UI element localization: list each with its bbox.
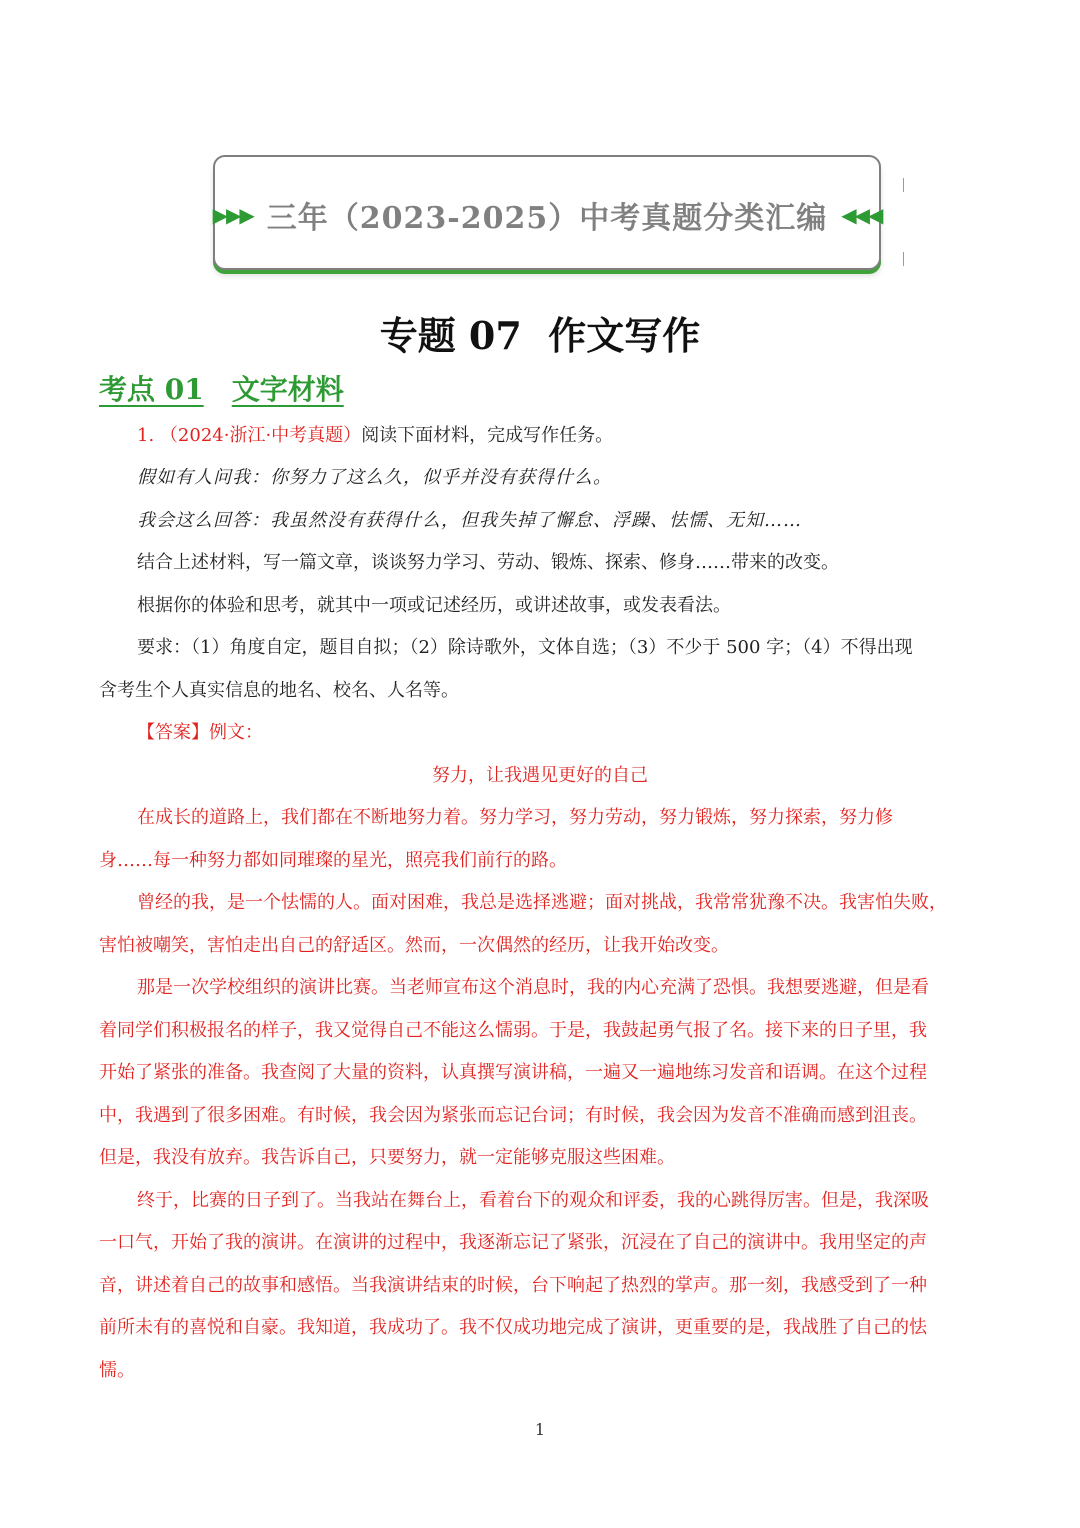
example-label: 例文： [209,722,263,743]
essay-line: 曾经的我，是一个怯懦的人。面对困难，我总是选择逃避；面对挑战，我常常犹豫不决。我害怕失败， [137,892,947,913]
question-prompt: 阅读下面材料，完成写作任务。 [361,425,614,446]
requirement-line-1: 要求：（1）角度自定，题目自拟；（2）除诗歌外，文体自选；（3）不少于 500 字；（4）不得出现 [137,637,913,658]
margin-mark [903,178,904,192]
essay-line: 开始了紧张的准备。我查阅了大量的资料，认真撰写演讲稿，一遍又一遍地练习发音和语调。在这个过程 [99,1062,927,1083]
question-number: 1. [137,425,155,446]
essay-title: 努力，让我遇见更好的自己 [432,765,648,786]
answer-label: 【答案】 [137,722,209,743]
answer-label-line [137,721,263,745]
essay-line: 害怕被嘲笑，害怕走出自己的舒适区。然而，一次偶然的经历，让我开始改变。 [99,935,729,956]
task-line-2: 根据你的体验和思考，就其中一项或记述经历，或讲述故事，或发表看法。 [137,595,731,616]
title-banner [213,155,881,270]
left-arrows-icon: ▶▶▶ [212,203,253,227]
margin-mark [903,252,904,266]
question-line [137,424,613,448]
task-line-1: 结合上述材料，写一篇文章，谈谈努力学习、劳动、锻炼、探索、修身……带来的改变。 [137,552,839,573]
essay-line: 前所未有的喜悦和自豪。我知道，我成功了。我不仅成功地完成了演讲，更重要的是，我战胜了自己的怯 [99,1317,927,1338]
section-label: 考点 01 [99,373,204,406]
essay-line: 懦。 [99,1360,135,1381]
section-name: 文字材料 [231,373,344,406]
essay-line: 终于，比赛的日子到了。当我站在舞台上，看着台下的观众和评委，我的心跳得厉害。但是，我深吸 [137,1190,929,1211]
requirement-line-2: 含考生个人真实信息的地名、校名、人名等。 [99,680,459,701]
section-heading [99,368,344,408]
question-source: （2024·浙江·中考真题） [159,425,362,446]
essay-line: 在成长的道路上，我们都在不断地努力着。努力学习，努力劳动，努力锻炼，努力探索，努力修 [137,807,893,828]
essay-line: 那是一次学校组织的演讲比赛。当老师宣布这个消息时，我的内心充满了恐惧。我想要逃避，但是看 [137,977,929,998]
material-line-1: 假如有人问我：你努力了这么久，似乎并没有获得什么。 [137,467,612,488]
essay-line: 一口气，开始了我的演讲。在演讲的过程中，我逐渐忘记了紧张，沉浸在了自己的演讲中。我用坚定的声 [99,1232,927,1253]
essay-line: 但是，我没有放弃。我告诉自己，只要努力，就一定能够克服这些困难。 [99,1147,675,1168]
topic-title: 专题 07 作文写作 [379,313,701,358]
banner-title: 三年（2023-2025）中考真题分类汇编 [266,201,828,236]
page-number: 1 [534,1420,546,1439]
right-arrows-icon: ◀◀◀ [841,203,882,227]
essay-line: 着同学们积极报名的样子，我又觉得自己不能这么懦弱。于是，我鼓起勇气报了名。接下来的日子里，我 [99,1020,927,1041]
essay-line: 身……每一种努力都如同璀璨的星光，照亮我们前行的路。 [99,850,567,871]
material-line-2: 我会这么回答：我虽然没有获得什么，但我失掉了懈怠、浮躁、怯懦、无知…… [137,510,802,531]
essay-line: 中，我遇到了很多困难。有时候，我会因为紧张而忘记台词；有时候，我会因为发音不准确而感到沮丧。 [99,1105,927,1126]
essay-line: 音，讲述着自己的故事和感悟。当我演讲结束的时候，台下响起了热烈的掌声。那一刻，我感受到了一种 [99,1275,927,1296]
